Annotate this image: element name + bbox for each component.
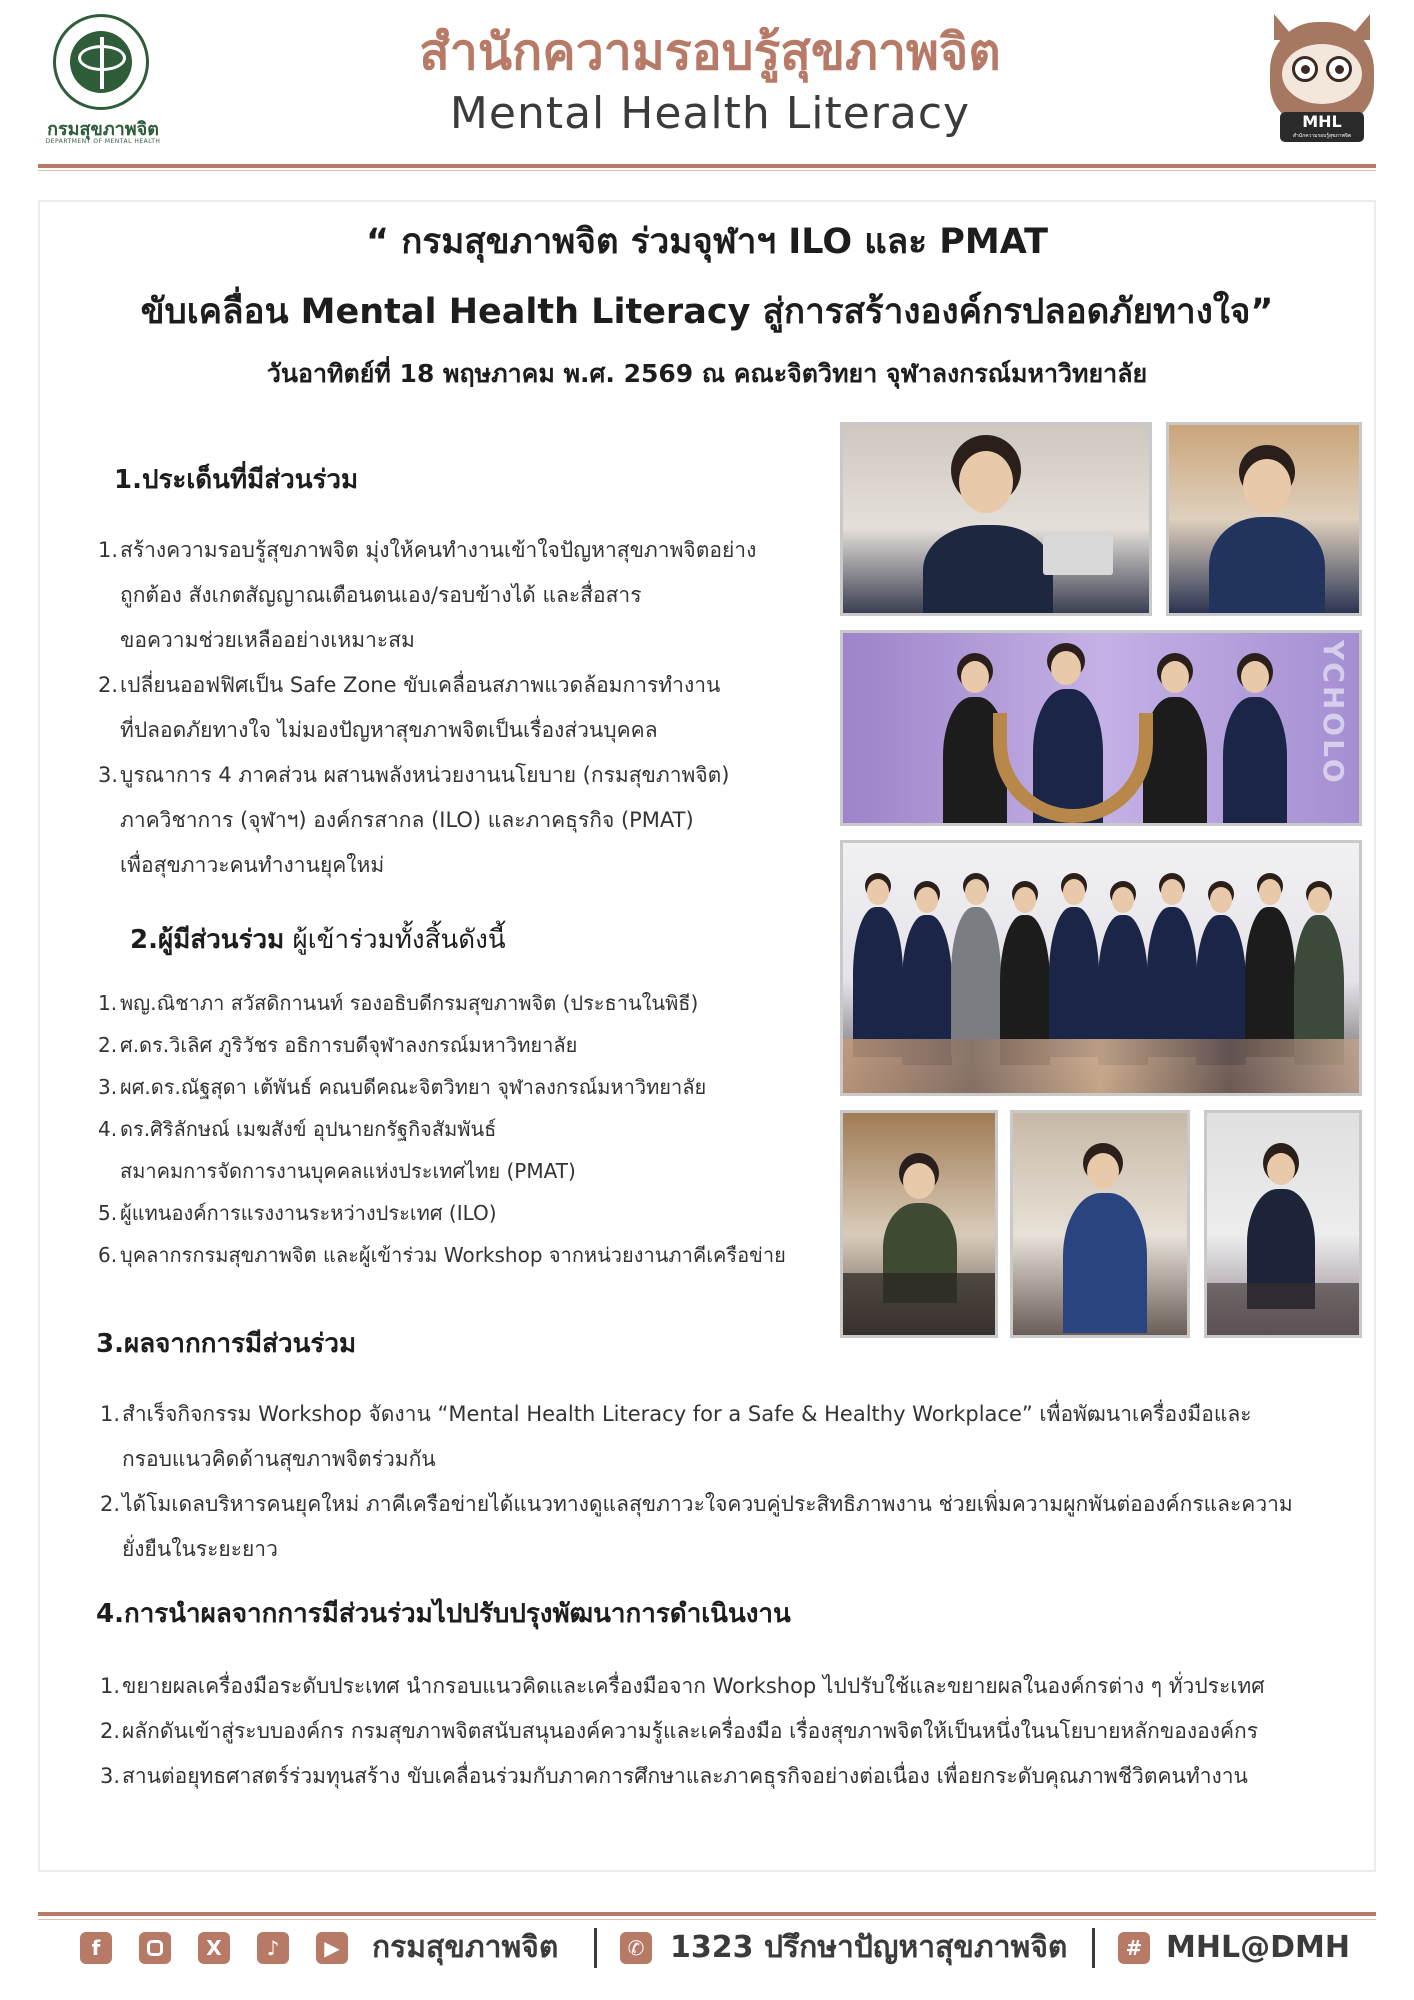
list-item xyxy=(98,1024,838,1066)
photo-workshop-speaker-3 xyxy=(1204,1110,1362,1338)
list-item xyxy=(100,1482,1360,1572)
list-item-line: ขยายผลเครื่องมือระดับประเทศ นำกรอบแนวคิดและเครื่องมือจาก Workshop ไปปรับใช้และขยายผลในองค์กรต่าง ๆ ทั่วประเทศ xyxy=(122,1674,1265,1698)
list-item xyxy=(98,1066,838,1108)
phone-icon: ✆ xyxy=(620,1932,652,1964)
footer-hotline[interactable]: 1323 ปรึกษาปัญหาสุขภาพจิต xyxy=(670,1930,1068,1965)
list-item xyxy=(98,982,838,1024)
list-item-line: ดร.ศิริลักษณ์ เมฆสังข์ อุปนายกรัฐกิจสัมพันธ์ xyxy=(120,1117,497,1141)
section-1-heading: 1.ประเด็นที่มีส่วนร่วม xyxy=(114,465,359,495)
list-item-number: 5. xyxy=(98,1201,118,1225)
list-item xyxy=(100,1664,1370,1709)
list-item-line: ถูกต้อง สังเกตสัญญาณเตือนตนเอง/รอบข้างได้ และสื่อสาร xyxy=(120,583,642,607)
list-item-line: ผลักดันเข้าสู่ระบบองค์กร กรมสุขภาพจิตสนับสนุนองค์ความรู้และเครื่องมือ เรื่องสุขภาพจิตให้เป็นหนึ่งในนโยบายหลักขององค์กร xyxy=(122,1719,1258,1743)
photo-speaker-man xyxy=(1166,422,1362,616)
section-3-list xyxy=(100,1392,1360,1572)
list-item xyxy=(98,1192,838,1234)
list-item xyxy=(98,1234,838,1276)
section-2-heading-rest: ผู้เข้าร่วมทั้งสิ้นดังนี้ xyxy=(284,925,506,955)
list-item-number: 1. xyxy=(98,538,119,562)
list-item-line: เพื่อสุขภาวะคนทำงานยุคใหม่ xyxy=(120,853,385,877)
list-item xyxy=(100,1392,1360,1482)
audience-heads xyxy=(843,1039,1359,1096)
section-2-heading xyxy=(130,922,506,958)
footer-hashtag[interactable]: MHL@DMH xyxy=(1166,1930,1350,1965)
list-item xyxy=(98,528,818,663)
list-item-line: ผศ.ดร.ณัฐสุดา เต้พันธ์ คณบดีคณะจิตวิทยา จุฬาลงกรณ์มหาวิทยาลัย xyxy=(120,1075,707,1099)
department-logo xyxy=(38,14,178,144)
list-item xyxy=(100,1709,1370,1754)
list-item-number: 1. xyxy=(100,1674,121,1698)
youtube-icon[interactable]: ▶ xyxy=(316,1932,348,1964)
report-title-line2: ขับเคลื่อน Mental Health Literacy สู่การสร้างองค์กรปลอดภัยทางใจ” xyxy=(140,292,1274,332)
photo-overlay-watermark: YCHOLO xyxy=(1317,640,1350,786)
list-item-line: พญ.ณิชาภา สวัสดิกานนท์ รองอธิบดีกรมสุขภาพจิต (ประธานในพิธี) xyxy=(120,991,699,1015)
audience-heads xyxy=(1207,1283,1362,1338)
mhl-owl-mascot-logo xyxy=(1262,14,1382,144)
tiktok-icon[interactable]: ♪ xyxy=(257,1932,289,1964)
list-item xyxy=(98,1108,838,1192)
list-item xyxy=(98,663,818,753)
footer-page-name[interactable]: กรมสุขภาพจิต xyxy=(372,1930,559,1965)
section-4-list xyxy=(100,1664,1370,1799)
footer-divider-thin xyxy=(38,1919,1376,1920)
list-item-line: เปลี่ยนออฟฟิศเป็น Safe Zone ขับเคลื่อนสภาพแวดล้อมการทำงาน xyxy=(120,673,721,697)
hashtag-icon: # xyxy=(1118,1932,1150,1964)
footer-separator xyxy=(1092,1928,1095,1968)
list-item-line: ศ.ดร.วิเลิศ ภูริวัชร อธิการบดีจุฬาลงกรณ์มหาวิทยาลัย xyxy=(120,1033,578,1057)
mhl-badge-subtext: สำนักความรอบรู้สุขภาพจิต xyxy=(1292,133,1352,139)
department-logo-text: กรมสุขภาพจิต xyxy=(47,119,159,140)
list-item-line: บุคลากรกรมสุขภาพจิต และผู้เข้าร่วม Workshop จากหน่วยงานภาคีเครือข่าย xyxy=(120,1243,786,1267)
header-divider-thin xyxy=(38,170,1376,171)
section-2-list xyxy=(98,982,838,1276)
list-item-line: ผู้แทนองค์การแรงงานระหว่างประเทศ (ILO) xyxy=(120,1201,497,1225)
list-item-number: 2. xyxy=(100,1719,121,1743)
list-item-number: 1. xyxy=(98,991,118,1015)
list-item-number: 3. xyxy=(98,763,119,787)
list-item-number: 4. xyxy=(98,1117,118,1141)
list-item-line: สานต่อยุทธศาสตร์ร่วมทุนสร้าง ขับเคลื่อนร่วมกับภาคการศึกษาและภาคธุรกิจอย่างต่อเนื่อง เพื่อยกระดับคุณภาพชีวิตคนทำงาน xyxy=(122,1764,1248,1788)
list-item-number: 1. xyxy=(100,1402,121,1426)
list-item xyxy=(98,753,818,888)
list-item-line: ได้โมเดลบริหารคนยุคใหม่ ภาคีเครือข่ายได้แนวทางดูแลสุขภาวะใจควบคู่ประสิทธิภาพงาน ช่วยเพิ่มความผูกพันต่อองค์กรและความ xyxy=(122,1492,1293,1516)
photo-speaker-woman xyxy=(840,422,1152,616)
photo-workshop-speaker-2 xyxy=(1010,1110,1190,1338)
list-item-line: บูรณาการ 4 ภาคส่วน ผสานพลังหน่วยงานนโยบาย (กรมสุขภาพจิต) xyxy=(120,763,730,787)
report-title-line1: “ กรมสุขภาพจิต ร่วมจุฬาฯ ILO และ PMAT xyxy=(366,222,1048,262)
list-item-line: ภาควิชาการ (จุฬาฯ) องค์กรสากล (ILO) และภาคธุรกิจ (PMAT) xyxy=(120,808,694,832)
list-item xyxy=(100,1754,1370,1799)
list-item-line: กรอบแนวคิดด้านสุขภาพจิตร่วมกัน xyxy=(122,1447,436,1471)
list-item-number: 2. xyxy=(98,673,119,697)
list-item-line: ยั่งยืนในระยะยาว xyxy=(122,1537,278,1561)
audience-heads xyxy=(843,1273,998,1338)
header-title: สำนักความรอบรู้สุขภาพจิต xyxy=(419,23,1001,81)
mhl-badge-text: MHL xyxy=(1302,112,1342,131)
ministry-seal-icon xyxy=(53,14,149,110)
list-item-line: ขอความช่วยเหลืออย่างเหมาะสม xyxy=(120,628,415,652)
owl-eye-icon xyxy=(1292,56,1318,82)
footer-separator xyxy=(594,1928,597,1968)
facebook-icon[interactable]: f xyxy=(80,1932,112,1964)
report-date-line: วันอาทิตย์ที่ 18 พฤษภาคม พ.ศ. 2569 ณ คณะจิตวิทยา จุฬาลงกรณ์มหาวิทยาลัย xyxy=(266,359,1148,388)
list-item-number: 3. xyxy=(98,1075,118,1099)
header-subtitle: Mental Health Literacy xyxy=(449,88,971,139)
lineup-row xyxy=(853,873,1353,1053)
section-4-heading: 4.การนำผลจากการมีส่วนร่วมไปปรับปรุงพัฒนาการดำเนินงาน xyxy=(96,1599,791,1629)
owl-eye-icon xyxy=(1326,56,1352,82)
instagram-icon[interactable] xyxy=(139,1932,171,1964)
laptop-icon xyxy=(1043,535,1113,575)
section-1-list xyxy=(98,528,818,888)
list-item-line: ที่ปลอดภัยทางใจ ไม่มองปัญหาสุขภาพจิตเป็นเรื่องส่วนบุคคล xyxy=(120,718,658,742)
list-item-number: 3. xyxy=(100,1764,121,1788)
list-item-line: สร้างความรอบรู้สุขภาพจิต มุ่งให้คนทำงานเข้าใจปัญหาสุขภาพจิตอย่าง xyxy=(120,538,757,562)
photo-group-four-on-stage xyxy=(840,630,1362,826)
footer-divider xyxy=(38,1912,1376,1916)
list-item-line: สำเร็จกิจกรรม Workshop จัดงาน “Mental Health Literacy for a Safe & Healthy Workplace” เพื่อพัฒนาเครื่องมือและ xyxy=(122,1402,1252,1426)
trident-sculpture-icon xyxy=(993,713,1153,823)
photo-group-lineup xyxy=(840,840,1362,1096)
section-3-heading: 3.ผลจากการมีส่วนร่วม xyxy=(96,1329,357,1359)
section-2-heading-bold: 2.ผู้มีส่วนร่วม xyxy=(130,925,285,955)
list-item-number: 6. xyxy=(98,1243,118,1267)
photo-workshop-speaker-1 xyxy=(840,1110,998,1338)
department-logo-subtext: DEPARTMENT OF MENTAL HEALTH xyxy=(45,138,161,145)
mhl-badge xyxy=(1280,112,1364,142)
list-item-number: 2. xyxy=(100,1492,121,1516)
x-icon[interactable]: X xyxy=(198,1932,230,1964)
header-divider xyxy=(38,164,1376,168)
list-item-number: 2. xyxy=(98,1033,118,1057)
list-item-line: สมาคมการจัดการงานบุคคลแห่งประเทศไทย (PMAT) xyxy=(120,1159,576,1183)
